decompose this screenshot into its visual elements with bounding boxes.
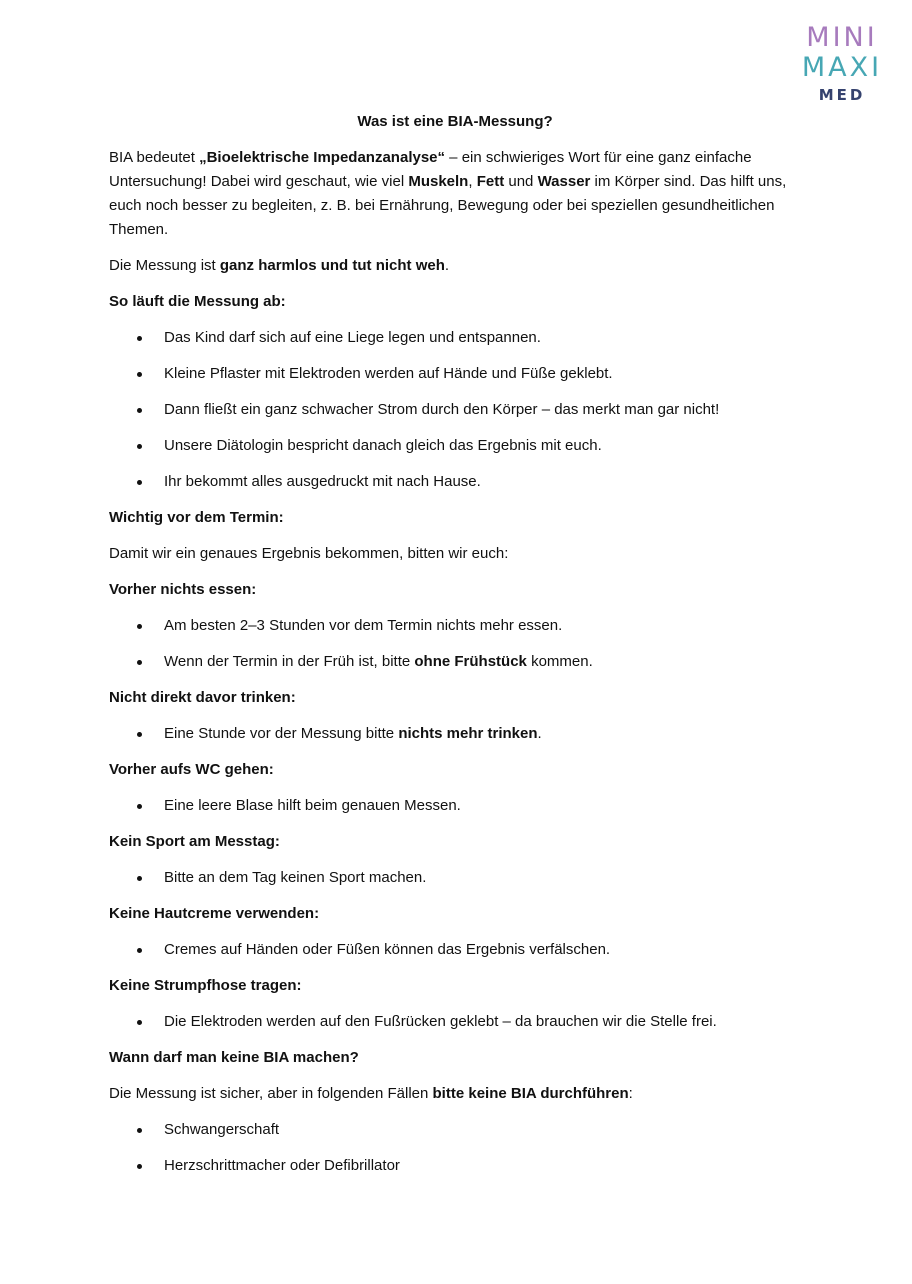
intro-text: BIA bedeutet [109, 149, 200, 166]
item-text: Wenn der Termin in der Früh ist, bitte [164, 653, 415, 670]
tights-heading: Keine Strumpfhose tragen: [109, 977, 302, 994]
list-item: Dann fließt ein ganz schwacher Strom durch den Körper – das merkt man gar nicht! [109, 398, 809, 422]
item-text: Eine Stunde vor der Messung bitte [164, 725, 399, 742]
list-item: Schwangerschaft [109, 1118, 809, 1142]
intro-text: – ein schwieriges Wort für eine ganz einfache Untersuchung! Dabei wird geschaut, wie viel [109, 149, 752, 190]
procedure-heading: So läuft die Messung ab: [109, 293, 286, 310]
list-item: Ihr bekommt alles ausgedruckt mit nach Hause. [109, 470, 809, 494]
contra-heading: Wann darf man keine BIA machen? [109, 1049, 359, 1066]
wc-list [109, 794, 809, 818]
logo-med: MED [818, 86, 866, 104]
logo-mini: MINI [806, 22, 878, 53]
harmless-text: Die Messung ist [109, 257, 220, 274]
harmless-bold: ganz harmlos und tut nicht weh [219, 257, 445, 274]
item-text: kommen. [526, 653, 593, 670]
no-food-list [109, 614, 809, 674]
minimaxi-med-logo [796, 24, 888, 103]
intro-text: , [468, 173, 477, 190]
important-heading: Wichtig vor dem Termin: [109, 509, 284, 526]
no-drink-list [109, 722, 809, 746]
item-text: . [537, 725, 542, 742]
no-food-heading: Vorher nichts essen: [109, 581, 257, 598]
intro-bold-wasser: Wasser [537, 173, 591, 190]
intro-paragraph [109, 146, 809, 242]
logo-maxi: MAXI [801, 52, 883, 83]
list-item: Die Elektroden werden auf den Fußrücken geklebt – da brauchen wir die Stelle frei. [109, 1010, 809, 1034]
contra-text: : [628, 1085, 633, 1102]
intro-text: im Körper sind. Das hilft uns, euch noch besser zu begleiten, z. B. bei Ernährung, Bewegung oder bei speziellen gesundheitlichen Themen. [109, 173, 787, 238]
wc-heading: Vorher aufs WC gehen: [109, 761, 274, 778]
procedure-list [109, 326, 809, 494]
cream-list [109, 938, 809, 962]
no-drink-heading: Nicht direkt davor trinken: [109, 689, 296, 706]
intro-bold-fett: Fett [476, 173, 505, 190]
list-item [109, 650, 809, 674]
list-item: Am besten 2–3 Stunden vor dem Termin nichts mehr essen. [109, 614, 809, 638]
list-item: Cremes auf Händen oder Füßen können das Ergebnis verfälschen. [109, 938, 809, 962]
list-item: Das Kind darf sich auf eine Liege legen und entspannen. [109, 326, 809, 350]
list-item: Kleine Pflaster mit Elektroden werden auf Hände und Füße geklebt. [109, 362, 809, 386]
harmless-paragraph [109, 254, 809, 278]
sport-heading: Kein Sport am Messtag: [109, 833, 280, 850]
cream-heading: Keine Hautcreme verwenden: [109, 905, 320, 922]
list-item: Eine leere Blase hilft beim genauen Messen. [109, 794, 809, 818]
list-item: Bitte an dem Tag keinen Sport machen. [109, 866, 809, 890]
contra-text: Die Messung ist sicher, aber in folgenden Fällen [109, 1085, 433, 1102]
tights-list [109, 1010, 809, 1034]
contra-list [109, 1118, 809, 1178]
item-bold: ohne Frühstück [414, 653, 527, 670]
list-item: Herzschrittmacher oder Defibrillator [109, 1154, 809, 1178]
sport-list [109, 866, 809, 890]
intro-bold-muskeln: Muskeln [408, 173, 469, 190]
list-item [109, 722, 809, 746]
intro-bold-bia: „Bioelektrische Impedanzanalyse“ [199, 149, 446, 166]
harmless-text: . [444, 257, 450, 274]
list-item: Unsere Diätologin bespricht danach gleich das Ergebnis mit euch. [109, 434, 809, 458]
intro-text: und [504, 173, 538, 190]
contra-bold: bitte keine BIA durchführen [432, 1085, 629, 1102]
item-bold: nichts mehr trinken [398, 725, 538, 742]
important-text: Damit wir ein genaues Ergebnis bekommen, bitten wir euch: [109, 545, 509, 562]
contra-paragraph [109, 1082, 809, 1106]
document-body [109, 110, 809, 1190]
document-title: Was ist eine BIA-Messung? [357, 113, 553, 130]
